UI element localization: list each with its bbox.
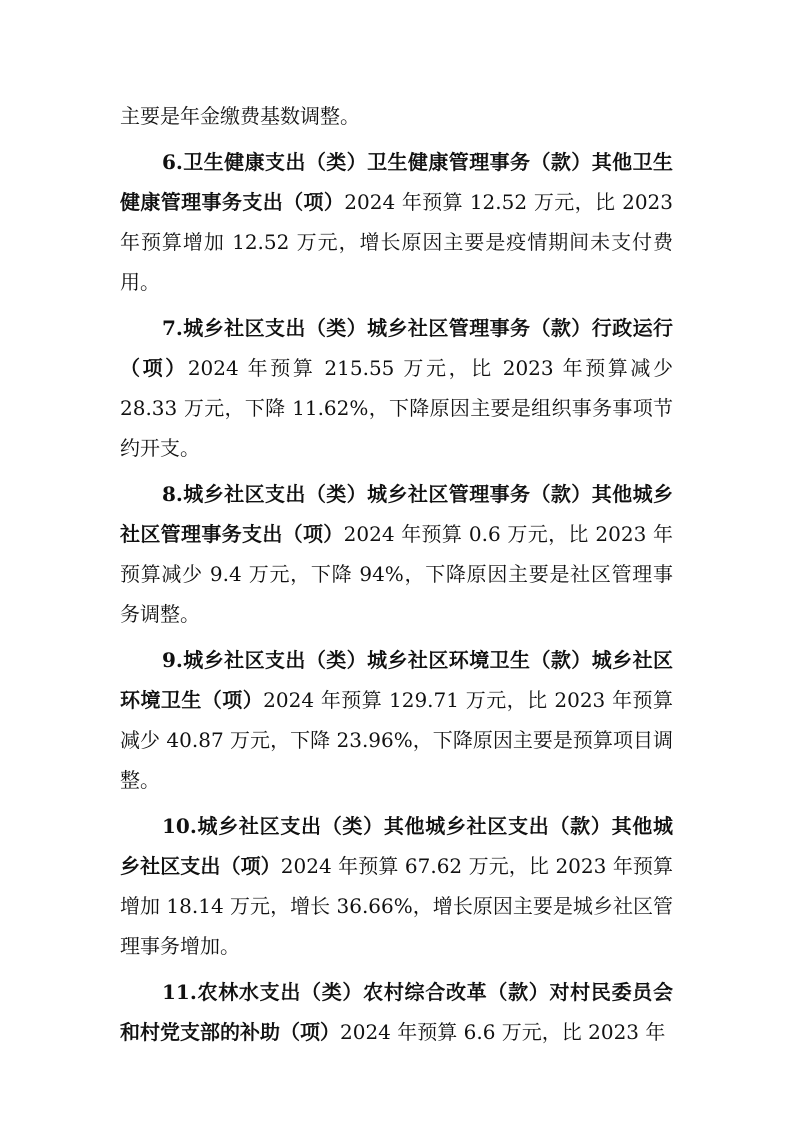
item-heading: 11.农林水支出（类）农村综合改革（款）对村民委员会和村党支部的补助（项） — [120, 980, 673, 1044]
item-body: 2024 年预算 6.6 万元，比 2023 年 — [340, 1020, 666, 1044]
budget-item-11 — [120, 972, 673, 1052]
item-body: 2024 年预算 129.71 万元，比 2023 年预算减少 40.87 万元，下降 23.96%，下降原因主要是预算项目调整。 — [120, 688, 673, 792]
item-heading: 7.城乡社区支出（类）城乡社区管理事务（款）行政运行（项） — [120, 316, 673, 380]
budget-item-10 — [120, 806, 673, 966]
budget-item-7 — [120, 308, 673, 468]
item-heading: 9.城乡社区支出（类）城乡社区环境卫生（款）城乡社区环境卫生（项） — [120, 648, 673, 712]
item-heading: 10.城乡社区支出（类）其他城乡社区支出（款）其他城乡社区支出（项） — [120, 814, 673, 878]
item-heading: 8.城乡社区支出（类）城乡社区管理事务（款）其他城乡社区管理事务支出（项） — [120, 482, 673, 546]
item-heading: 6.卫生健康支出（类）卫生健康管理事务（款）其他卫生健康管理事务支出（项） — [120, 150, 673, 214]
item-body: 2024 年预算 12.52 万元，比 2023 年预算增加 12.52 万元，增长原因主要是疫情期间未支付费用。 — [120, 190, 674, 294]
budget-item-9 — [120, 640, 673, 800]
document-body — [120, 96, 673, 1052]
item-body: 2024 年预算 215.55 万元，比 2023 年预算减少 28.33 万元，下降 11.62%，下降原因主要是组织事务事项节约开支。 — [120, 356, 673, 460]
item-body: 2024 年预算 67.62 万元，比 2023 年预算增加 18.14 万元，增长 36.66%，增长原因主要是城乡社区管理事务增加。 — [120, 854, 674, 958]
continuation-paragraph: 主要是年金缴费基数调整。 — [120, 104, 360, 128]
budget-item-8 — [120, 474, 673, 634]
budget-item-6 — [120, 142, 673, 302]
item-body: 2024 年预算 0.6 万元，比 2023 年预算减少 9.4 万元，下降 94%，下降原因主要是社区管理事务调整。 — [120, 522, 674, 626]
